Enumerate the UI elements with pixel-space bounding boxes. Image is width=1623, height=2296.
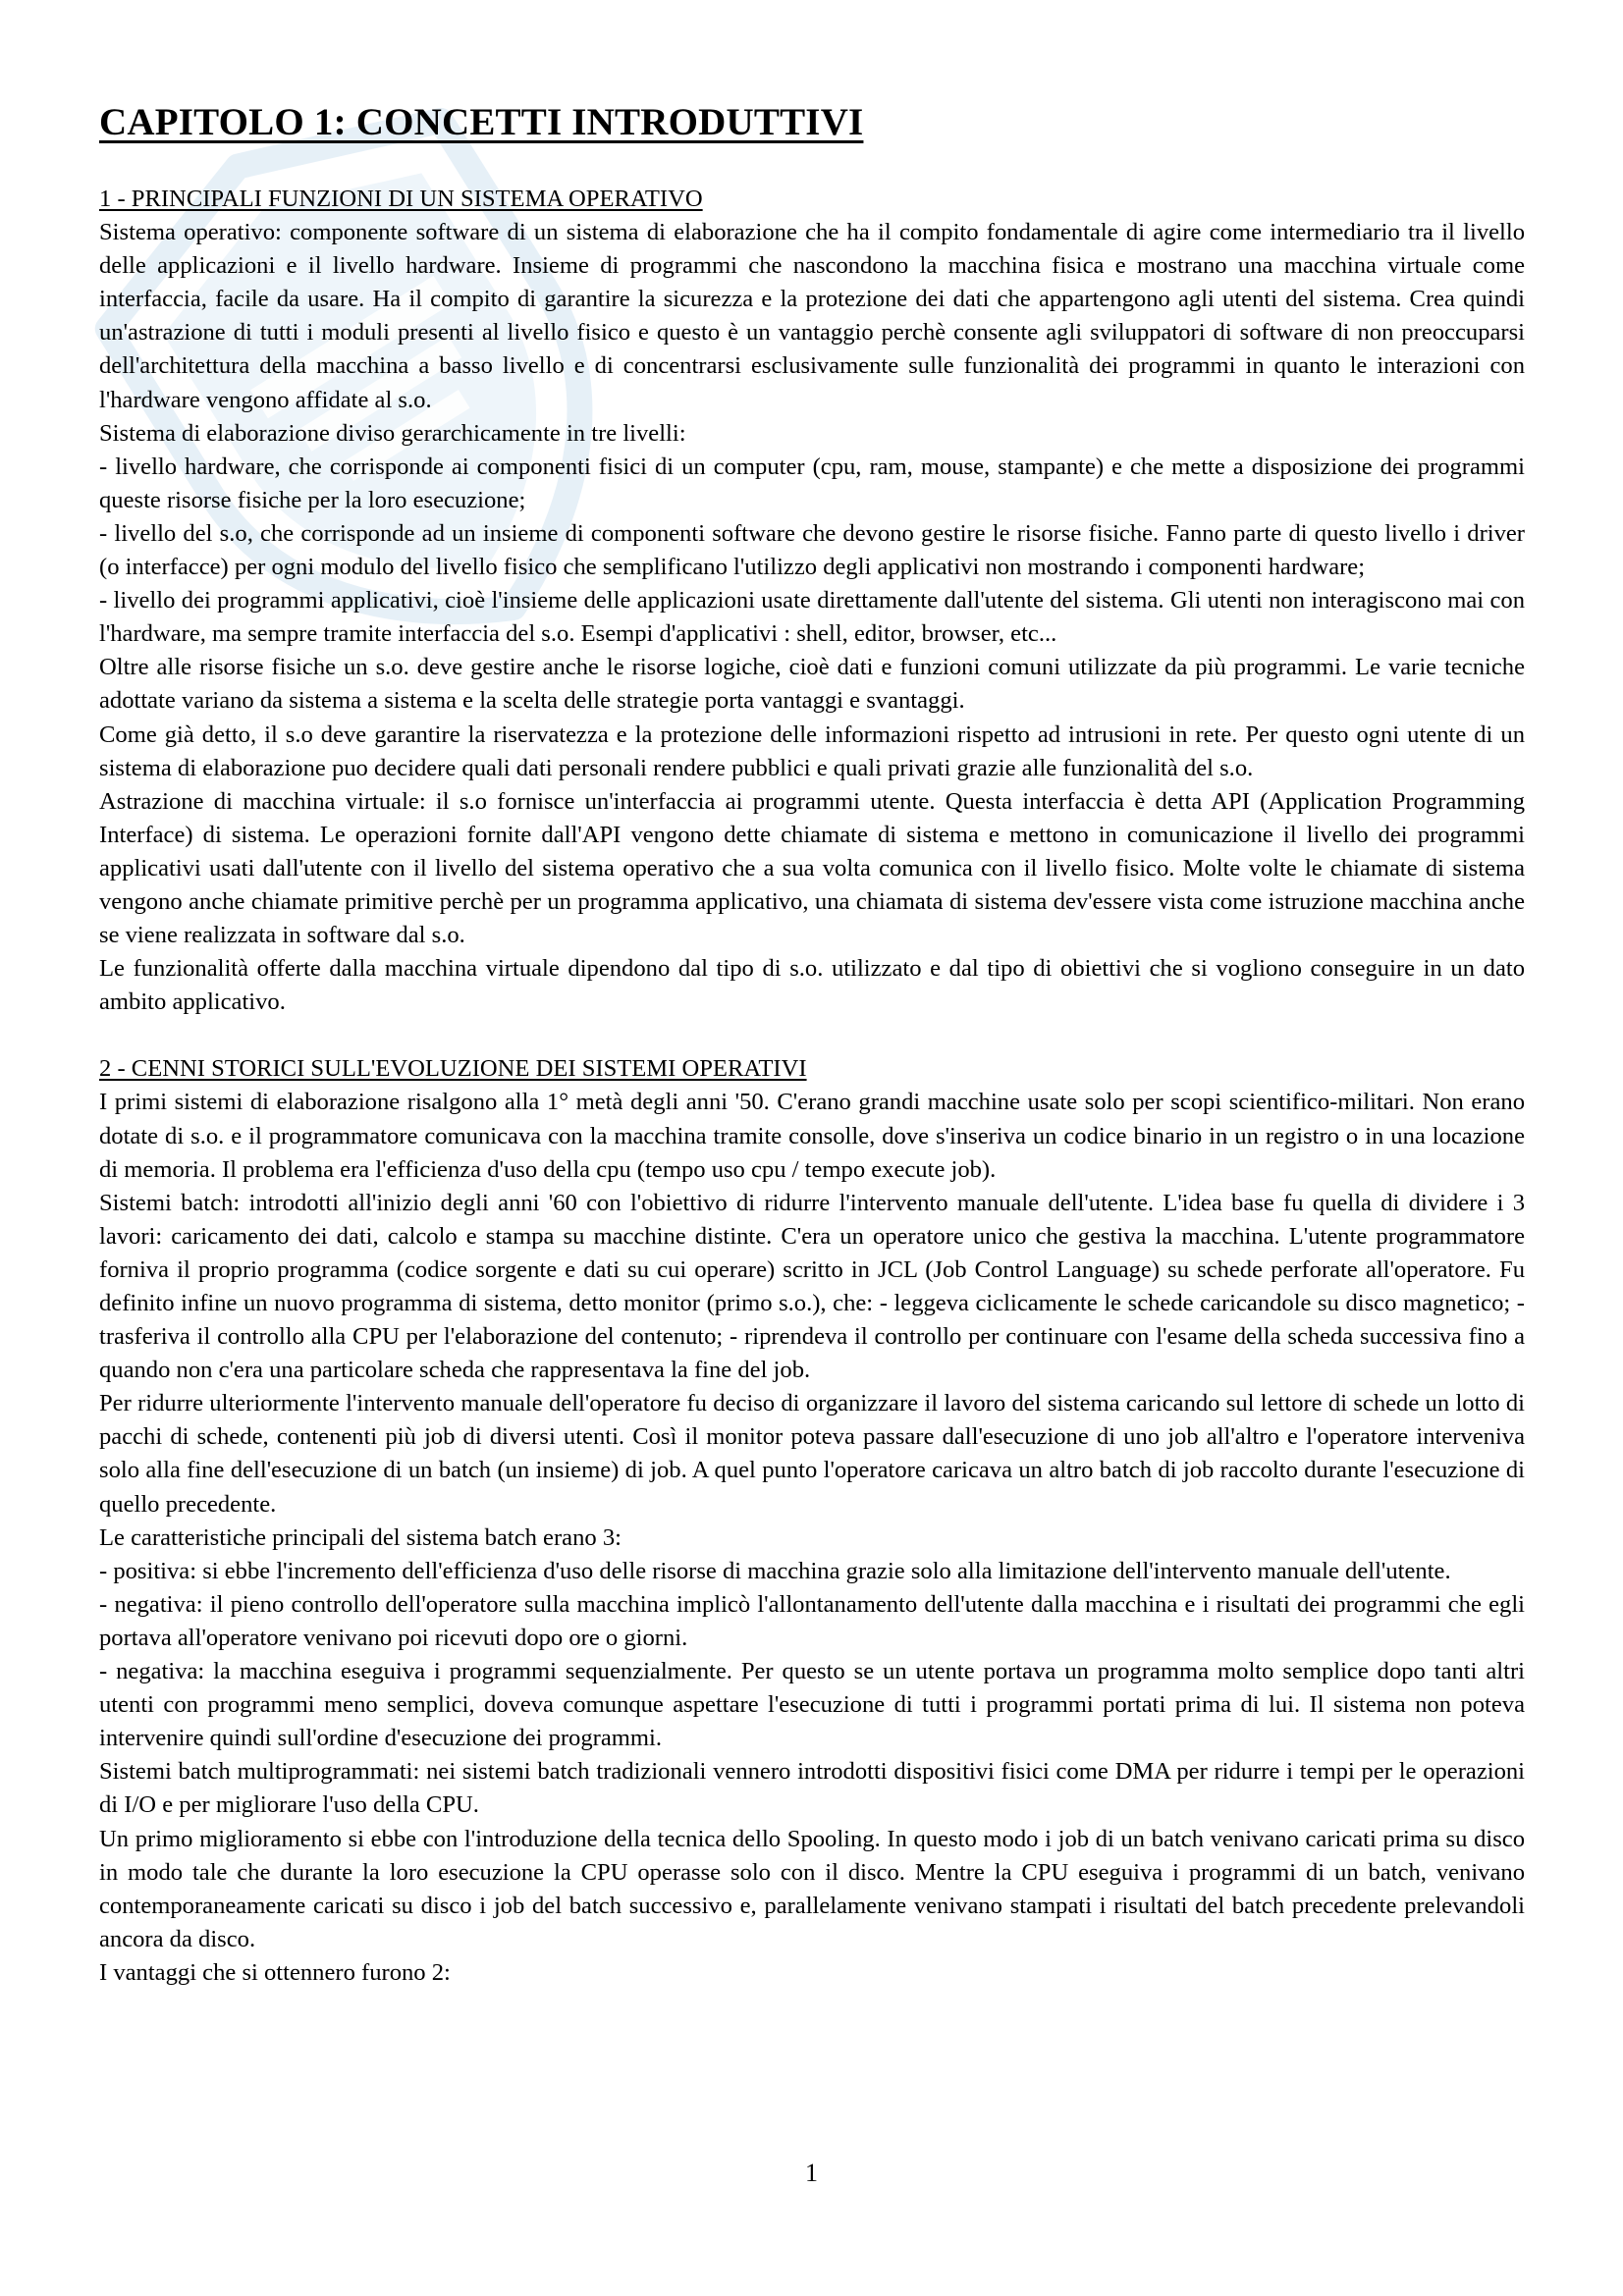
paragraph: Sistema di elaborazione diviso gerarchicamente in tre livelli: <box>99 419 686 447</box>
page-number: 1 <box>805 2159 818 2187</box>
section-heading: 1 - PRINCIPALI FUNZIONI DI UN SISTEMA OPERATIVO <box>99 186 703 212</box>
document-body <box>99 98 1525 1990</box>
paragraph: Sistema operativo: componente software di un sistema di elaborazione che ha il compito fondamentale di agire come intermediario tra il livello delle applicazioni e il livello hardware. Insieme di programmi che nascondono la macchina fisica e mostrano una macchina virtuale come interfaccia, facile da usare. Ha il compito di garantire la sicurezza e la protezione dei dati che appartengono agli utenti del sistema. Crea quindi un'astrazione di tutti i moduli presenti al livello fisico e questo è un vantaggio perchè consente agli sviluppatori di software di non preoccuparsi dell'architettura della macchina a basso livello e di concentrarsi esclusivamente sulle funzionalità dei programmi in quanto le interazioni con l'hardware vengono affidate al s.o. <box>99 219 1525 413</box>
paragraph: Un primo miglioramento si ebbe con l'introduzione della tecnica dello Spooling. In questo modo i job di un batch venivano caricati prima su disco in modo tale che durante la loro esecuzione la CPU operasse solo con il disco. Mentre la CPU eseguiva i programmi di un batch, venivano contemporaneamente caricati su disco i job del batch successivo e, parallelamente venivano stampati i risultati del batch precedente prelevandoli ancora da disco. <box>99 1825 1525 1952</box>
list-item: - positiva: si ebbe l'incremento dell'efficienza d'uso delle risorse di macchina grazie solo alla limitazione dell'intervento manuale dell'utente. <box>99 1557 1451 1584</box>
paragraph: Astrazione di macchina virtuale: il s.o fornisce un'interfaccia ai programmi utente. Questa interfaccia è detta API (Application Programming Interface) di sistema. Le operazioni fornite dall'API vengono dette chiamate di sistema e mettono in comunicazione il livello dei programmi applicativi usati dall'utente con il livello del sistema operativo che a sua volta comunica con il livello fisico. Molte volte le chiamate di sistema vengono anche chiamate primitive perchè per un programma applicativo, una chiamata di sistema dev'essere vista come istruzione macchina anche se viene realizzata in software dal s.o. <box>99 787 1525 949</box>
paragraph: Le caratteristiche principali del sistema batch erano 3: <box>99 1523 622 1551</box>
paragraph: I vantaggi che si ottennero furono 2: <box>99 1958 451 1986</box>
paragraph: Sistemi batch multiprogrammati: nei sistemi batch tradizionali vennero introdotti dispositivi fisici come DMA per ridurre i tempi per le operazioni di I/O e per migliorare l'uso della CPU. <box>99 1758 1525 1819</box>
section-1 <box>99 183 1525 1019</box>
paragraph: Sistemi batch: introdotti all'inizio degli anni '60 con l'obiettivo di ridurre l'intervento manuale dell'utente. L'idea base fu quella di dividere i 3 lavori: caricamento dei dati, calcolo e stampa su macchine distinte. C'era un operatore unico che gestiva la macchina. L'utente programmatore forniva il proprio programma (codice sorgente e dati su cui operare) scritto in JCL (Job Control Language) su schede perforate all'operatore. Fu definito infine un nuovo programma di sistema, detto monitor (primo s.o.), che: - leggeva ciclicamente le schede caricandole su disco magnetico; - trasferiva il controllo alla CPU per l'elaborazione del contenuto; - riprendeva il controllo per continuare con l'esame della scheda successiva fino a quando non c'era una particolare scheda che rappresentava la fine del job. <box>99 1189 1525 1384</box>
section-spacer <box>99 1019 1525 1052</box>
list-item: - livello hardware, che corrisponde ai componenti fisici di un computer (cpu, ram, mouse, stampante) e che mette a disposizione dei programmi queste risorse fisiche per la loro esecuzione; <box>99 453 1525 513</box>
section-2 <box>99 1052 1525 1990</box>
paragraph: I primi sistemi di elaborazione risalgono alla 1° metà degli anni '50. C'erano grandi macchine usate solo per scopi scientifico-militari. Non erano dotate di s.o. e il programmatore comunicava con la macchina tramite consolle, dove s'inseriva un codice binario in un registro o in una locazione di memoria. Il problema era l'efficienza d'uso della cpu (tempo uso cpu / tempo execute job). <box>99 1089 1525 1183</box>
paragraph: Per ridurre ulteriormente l'intervento manuale dell'operatore fu deciso di organizzare il lavoro del sistema caricando sul lettore di schede un lotto di pacchi di schede, contenenti più job di diversi utenti. Così il monitor poteva passare dall'esecuzione di uno job all'altro e l'operatore interveniva solo alla fine dell'esecuzione di un batch (un insieme) di job. A quel punto l'operatore caricava un altro batch di job raccolto durante l'esecuzione di quello precedente. <box>99 1390 1525 1518</box>
paragraph: Come già detto, il s.o deve garantire la riservatezza e la protezione delle informazioni rispetto ad intrusioni in rete. Per questo ogni utente di un sistema di elaborazione puo decidere quali dati personali rendere pubblici e quali privati grazie alle funzionalità del s.o. <box>99 721 1525 781</box>
list-item: - negativa: la macchina eseguiva i programmi sequenzialmente. Per questo se un utente portava un programma molto semplice dopo tanti altri utenti con programmi meno semplici, doveva comunque aspettare l'esecuzione di tutti i programmi portati prima di lui. Il sistema non poteva intervenire quindi sull'ordine d'esecuzione dei programmi. <box>99 1658 1525 1752</box>
section-heading: 2 - CENNI STORICI SULL'EVOLUZIONE DEI SISTEMI OPERATIVI <box>99 1055 807 1083</box>
paragraph: Le funzionalità offerte dalla macchina virtuale dipendono dal tipo di s.o. utilizzato e dal tipo di obiettivi che si vogliono conseguire in un dato ambito applicativo. <box>99 955 1525 1016</box>
list-item: - negativa: il pieno controllo dell'operatore sulla macchina implicò l'allontanamento dell'utente dalla macchina e i risultati dei programmi che egli portava all'operatore venivano poi ricevuti dopo ore o giorni. <box>99 1590 1525 1651</box>
list-item: - livello dei programmi applicativi, cioè l'insieme delle applicazioni usate direttamente dall'utente del sistema. Gli utenti non interagiscono mai con l'hardware, ma sempre tramite interfaccia del s.o. Esempi d'applicativi : shell, editor, browser, etc... <box>99 587 1525 648</box>
list-item: - livello del s.o, che corrisponde ad un insieme di componenti software che devono gestire le risorse fisiche. Fanno parte di questo livello i driver (o interfacce) per ogni modulo del livello fisico che semplificano l'utilizzo degli applicativi non mostrando i componenti hardware; <box>99 519 1525 581</box>
paragraph: Oltre alle risorse fisiche un s.o. deve gestire anche le risorse logiche, cioè dati e funzioni comuni utilizzate da più programmi. Le varie tecniche adottate variano da sistema a sistema e la scelta delle strategie porta vantaggi e svantaggi. <box>99 654 1525 715</box>
chapter-title: CAPITOLO 1: CONCETTI INTRODUTTIVI <box>99 101 864 143</box>
